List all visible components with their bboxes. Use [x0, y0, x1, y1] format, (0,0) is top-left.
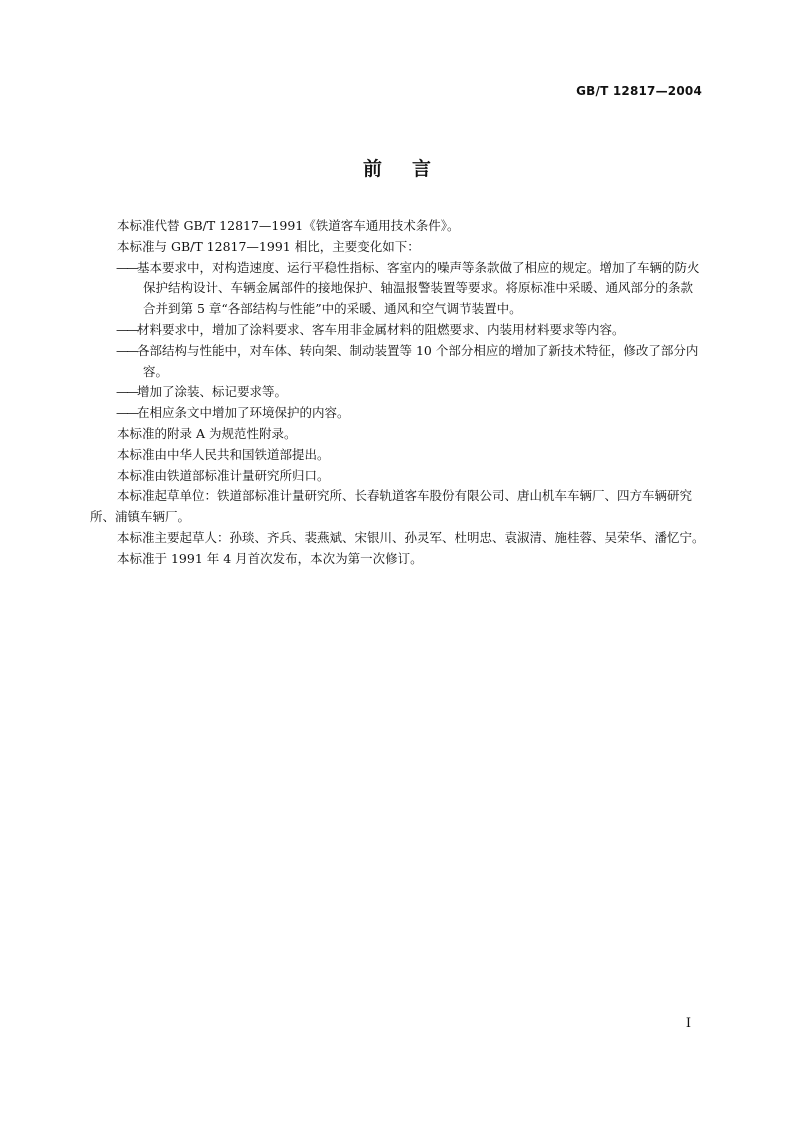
paragraph: 本标准主要起草人：孙琰、齐兵、裴燕斌、宋银川、孙灵军、杜明忠、袁淑清、施桂蓉、吴荣华、潘忆宁。 — [117, 529, 705, 545]
list-item-text: 材料要求中，增加了涂料要求、客车用非金属材料的阻燃要求、内装用材料要求等内容。 — [137, 321, 625, 337]
paragraph: 本标准由铁道部标准计量研究所归口。 — [117, 467, 330, 483]
list-item — [90, 403, 704, 424]
list-item-text: 基本要求中，对构造速度、运行平稳性指标、客室内的噪声等条款做了相应的规定。增加了车辆的防火保护结构设计、车辆金属部件的接地保护、轴温报警装置等要求。将原标准中采暖、通风部分的条款合并到第 5 章“各部结构与性能”中的采暖、通风和空气调节装置中。 — [137, 259, 700, 317]
page-title: 前言 — [362, 158, 461, 180]
dash-marker: —— — [116, 342, 137, 358]
list-item-text: 增加了涂装、标记要求等。 — [137, 384, 288, 400]
list-item — [90, 258, 704, 320]
paragraph: 本标准由中华人民共和国铁道部提出。 — [117, 446, 330, 462]
paragraph: 本标准与 GB/T 12817—1991 相比，主要变化如下： — [117, 238, 420, 254]
foreword-body — [90, 216, 704, 570]
paragraph: 本标准代替 GB/T 12817—1991《铁道客车通用技术条件》。 — [117, 218, 460, 233]
dash-marker: —— — [116, 405, 137, 421]
dash-marker: —— — [116, 321, 137, 337]
list-item — [90, 320, 704, 341]
page-number: I — [685, 1016, 691, 1031]
dash-marker: —— — [116, 384, 137, 400]
list-item — [90, 382, 704, 403]
standard-code: GB/T 12817—2004 — [576, 84, 702, 98]
paragraph: 本标准起草单位：铁道部标准计量研究所、长春轨道客车股份有限公司、唐山机车车辆厂、四方车辆研究所、浦镇车辆厂。 — [90, 488, 693, 525]
dash-marker: —— — [116, 259, 137, 275]
list-item — [90, 341, 704, 383]
paragraph: 本标准的附录 A 为规范性附录。 — [117, 425, 297, 441]
paragraph: 本标准于 1991 年 4 月首次发布，本次为第一次修订。 — [117, 550, 423, 566]
list-item-text: 各部结构与性能中，对车体、转向架、制动装置等 10 个部分相应的增加了新技术特征，修改了部分内容。 — [137, 342, 699, 379]
list-item-text: 在相应条文中增加了环境保护的内容。 — [137, 405, 350, 421]
